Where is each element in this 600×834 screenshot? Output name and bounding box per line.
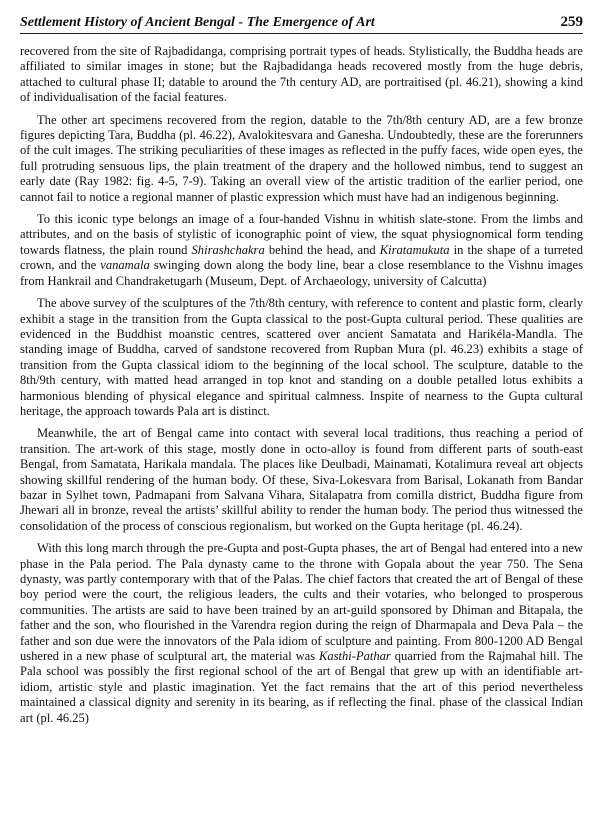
- paragraph: [20, 426, 583, 534]
- paragraph: [20, 44, 583, 106]
- running-header: [20, 14, 583, 34]
- page-number: 259: [560, 14, 583, 30]
- body-text: [20, 44, 583, 726]
- text-run: To this iconic type belongs an image of a four-handed Vishnu in whitish slate-stone. From the limbs and attributes, and on the basis of stylistic of iconographic point of view, the squat physiognomical form tending towards flatness, the plain round: [20, 212, 583, 257]
- text-run: quarried from the Rajmahal hill. The Pala school was possibly the first regional school of the art of Bengal that grew up with an identifiable art-idiom, artistic style and plastic imagination. Yet the fact remains that the art of this period nevertheless maintained a classical dignity and serenity in its bearing, as if reflecting the final. phase of the classical Indian art (pl. 46.25): [20, 649, 583, 725]
- paragraph: [20, 541, 583, 726]
- italic-term: Shirashchakra: [191, 242, 265, 257]
- text-run: The other art specimens recovered from the region, datable to the 7th/8th century AD, are a few bronze figures depicting Tara, Buddha (pl. 46.22), Avalokitesvara and Ganesha. Undoubtedly, these are the forerunners of the cult images. The striking peculiarities of these images as reflected in the puffy faces, wide open eyes, the full protruding sensuous lips, the plain treatment of the drapery and the hollowed nimbus, tend to suggest an early date (Ray 1982: fig. 4-5, 7-9). Taking an overall view of the artistic tradition of the earlier period, one cannot fail to notice a regional manner of plastic expression which must have had an indigenous beginning.: [20, 112, 583, 204]
- text-run: in the shape of a turreted crown, and the: [20, 242, 583, 273]
- running-title: Settlement History of Ancient Bengal - The Emergence of Art: [20, 15, 375, 30]
- text-run: Meanwhile, the art of Bengal came into contact with several local traditions, thus reaching a period of transition. The art-work of this stage, mostly done in octo-alloy is found from different parts of south-east Bengal, from Samatata, Harikala mandala. The places like Deulbadi, Mainamati, Kotalimura reveal art objects showing skillful rendering of the human body. Of these, Siva-Lokesvara from Barisal, Lokanath from Bandar bazar in Sylhet town, Padmapani from Salvana Vihara, Sitalapatra from comilla district, Buddha figure from Jhewari all in bronze, reveal the artists’ skillful ability to render the human body. The period thus witnessed the consolidation of the process of conscious regionalism, but worked on the Gupta heritage (pl. 46.24).: [20, 426, 583, 533]
- book-page: [20, 14, 583, 733]
- italic-term: vanamala: [100, 258, 150, 273]
- paragraph: [20, 296, 583, 419]
- italic-term: Kasthi-Pathar: [319, 649, 391, 664]
- text-run: The above survey of the sculptures of the 7th/8th century, with reference to content and plastic form, clearly exhibit a stage in the transition from the Gupta classical to the post-Gupta cultural period. These qualities are evidenced in the Buddhist moanstic centres, scattered over ancient Samatata and Harikéla-Mandla. The standing image of Buddha, carved of sandstone recovered from Rupban Mura (pl. 46.23) exhibits a stage of transition from the Gupta classical idiom to the beginning of the local school. The sculpture, datable to the 8th/9th century, with matted head arranged in top knot and standing on a double petalled lotus exhibits a harmonious blending of physical elegance and spiritual calmness. Inspite of nearness to the Gupta cultural heritage, the approach towards Pala art is distinct.: [20, 296, 583, 418]
- text-run: With this long march through the pre-Gupta and post-Gupta phases, the art of Bengal had entered into a new phase in the Pala period. The Pala dynasty came to the throne with Gopala about the year 750. The Sena dynasty, was partly contemporary with that of the Palas. The chief factors that created the art of Bengal of these boy period were the court, the religious leaders, the cults and their votaries, who belonged to prosperous communities. The artists are said to have been trained by an art-guild sponsored by Dhiman and Bitapala, the father and the son, who flourished in the Varendra region during the reign of Dharmapala and Deva Pala – the father and son due were the innovators of the Pala idiom of sculpture and painting. From 800-1200 AD Bengal ushered in a new phase of sculptural art, the material was: [20, 541, 583, 664]
- text-run: behind the head, and: [264, 242, 380, 257]
- text-run: swinging down along the body line, bear a close resemblance to the Vishnu images from Hankrail and Chandraketugarh (Museum, Dept. of Archaeology, university of Calcutta): [20, 258, 583, 288]
- text-run: recovered from the site of Rajbadidanga, comprising portrait types of heads. Stylistically, the Buddha heads are affiliated to similar images in stone; but the Rajbadidanga heads recovered mostly from the huge debris, attached to cultural phase II; datable to around the 7th century AD, are portraitised (pl. 46.21), showing a kind of individualisation of the facial features.: [20, 44, 583, 105]
- paragraph: [20, 212, 583, 289]
- italic-term: Kiratamukuta: [379, 242, 450, 257]
- paragraph: [20, 113, 583, 205]
